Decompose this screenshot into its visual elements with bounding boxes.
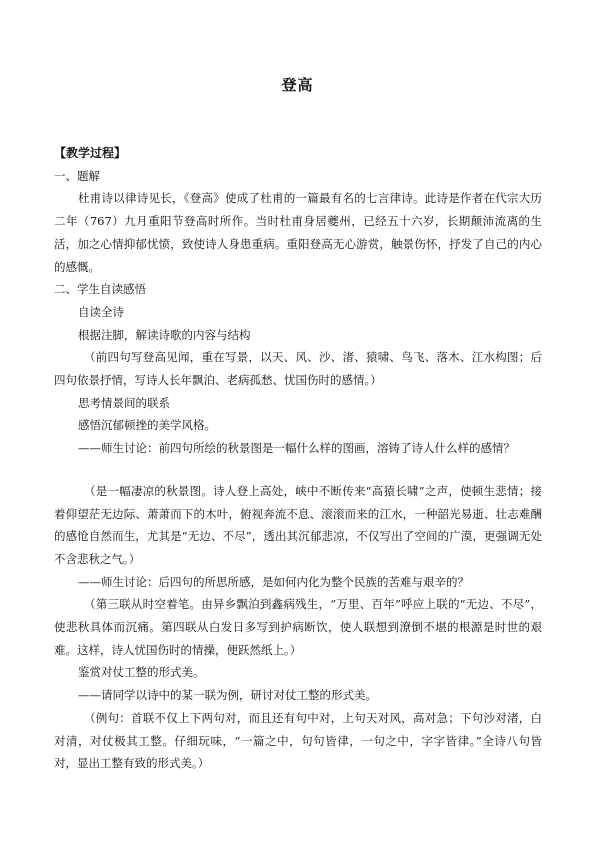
discussion-question-1: ——师生讨论：前四句所绘的秋景图是一幅什么样的图画，溶铸了诗人什么样的感情？ — [78, 441, 515, 456]
page-title: 登高 — [281, 76, 314, 94]
paragraph-structure-note: （前四句写登高见闻，重在写景，以天、风、沙、渚、猿啸、鸟飞、落木、江水构图；后四句依景抒情，写诗人长年飘泊、老病孤愁、忧国伤时的感情。） — [54, 350, 542, 388]
discussion-question-2: ——师生讨论：后四句的所思所感，是如何内化为整个民族的苦难与艰辛的？ — [78, 574, 469, 589]
spacer — [54, 460, 542, 480]
discussion-answer-2: （第三联从时空着笔。由异乡飘泊到鑫病残生，“万里、百年”呼应上联的“无边、不尽”，使悲秋具体而沉痛。第四联从白发日多写到护病断饮，使人联想到潦倒不堪的根源是时世的艰难。这样，诗人忧国伤时的情操，便跃然纸上。） — [54, 597, 542, 657]
step-aesthetic-style: 感悟沉郁顿挫的美学风格。 — [78, 418, 216, 433]
paragraph-title-explanation: 杜甫诗以律诗见长，《登高》使成了杜甫的一篇最有名的七言律诗。此诗是作者在代宗大历二年（767）九月重阳节登高时所作。当时杜甫身居夔州，已经五十六岁，长期颠沛流离的生活，加之心情抑郁忧愤，致使诗人身患重病。重阳登高无心游赏，触景伤怀，抒发了自己的内心的感慨。 — [54, 191, 542, 274]
step-read-poem: 自读全诗 — [78, 304, 124, 319]
discussion-answer-3: （例句：首联不仅上下两句对，而且还有句中对，上句天对风，高对急；下句沙对渚，白对清，对仗极其工整。仔细玩味，“一篇之中，句句皆律，一句之中，字字皆律。”全诗八句皆对，显出工整有致的形式美。） — [54, 710, 542, 771]
step-scene-emotion: 思考情景间的联系 — [78, 395, 170, 410]
section-header: 【教学过程】 — [54, 146, 127, 160]
discussion-question-3: ——请同学以诗中的某一联为例，研讨对仗工整的形式美。 — [78, 688, 377, 703]
heading-title-explanation: 一、题解 — [54, 168, 100, 183]
discussion-answer-1: （是一幅凄凉的秋景图。诗人登上高处，峡中不断传来“高猿长啸”之声，使顿生悲情；接着仰望茫无边际、萧萧而下的木叶，俯视奔流不息、滚滚而来的江水，一种韶光易逝、壮志难酬的感怆自然而生，尤其是“无边、不尽”，透出其沉郁悲凉，不仅写出了空间的广漠，更强调无处不含悲秋之气。） — [54, 483, 542, 566]
document-body — [54, 142, 542, 775]
step-interpret-structure: 根据注脚，解读诗歌的内容与结构 — [78, 327, 251, 342]
heading-self-reading: 二、学生自读感悟 — [54, 282, 146, 297]
step-parallelism: 鉴赏对仗工整的形式美。 — [78, 665, 205, 680]
